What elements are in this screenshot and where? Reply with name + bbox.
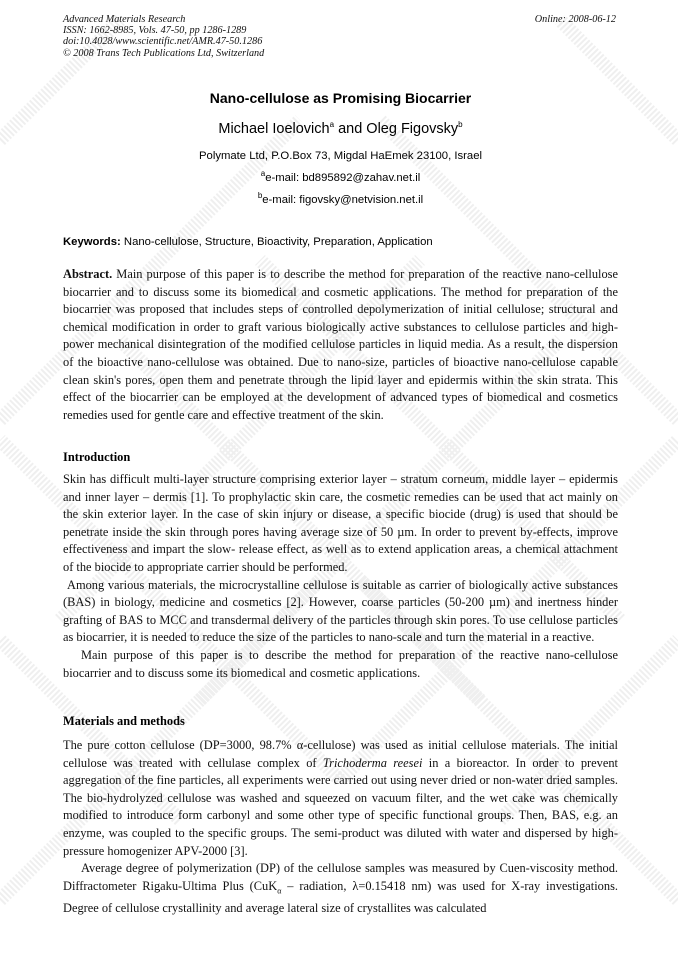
author-name: Michael Ioelovich <box>218 121 330 137</box>
journal-name: Advanced Materials Research <box>63 14 186 25</box>
section-heading-methods: Materials and methods <box>63 714 185 728</box>
online-date: Online: 2008-06-12 <box>534 14 616 25</box>
abstract-text: Main purpose of this paper is to describe the method for preparation of the reactive nano-cellulose biocarrier and to discuss some its biomedical and cosmetic applications. The method for preparation of the biocarrier was proposed that includes steps of controlled depolymerization of initial cellulose; structural and chemical modification in order to graft various biologically active substances to cellulose particles and high-power mechanical disintegration of the modified cellulose particles in liquid media. As a result, the dispersion of the bioactive nano-cellulose was obtained. Due to nano-size, particles of bioactive nano-cellulose capable clean skin's pores, open them and penetrate through the lipid layer and epidermis within the skin strata. This effect of the biocarrier can be employed at the development of advanced types of biomedical and cosmetics remedies used for gentle care and effective treatment of the skin. <box>63 267 618 422</box>
species-name: Trichoderma reesei <box>322 755 423 770</box>
text-run: Average degree of polymerization (DP) of the cellulose samples was measured by Cuen-viscosity method. Diffractometer Rigaku-Ultima Plus (CuK <box>63 861 618 893</box>
abstract <box>63 266 618 424</box>
doi-line: doi:10.4028/www.scientific.net/AMR.47-50.1286 <box>63 36 263 48</box>
paragraph: Main purpose of this paper is to describe the method for preparation of the reactive nano-cellulose biocarrier and to discuss some its biomedical and cosmetic applications. <box>63 647 618 680</box>
paragraph <box>63 860 618 917</box>
paragraph: Skin has difficult multi-layer structure comprising exterior layer – stratum corneum, middle layer – epidermis and inner layer – dermis [1]. To prophylactic skin care, the cosmetic remedies can be used that act mainly on the skin exterior layer. In the case of skin injury or disease, a specific biocide (drug) is used that should be penetrate inside the skin through pores having average size of 50 µm. In order to prevent by-effects, improve effectiveness and impart the slow- release effect, as well as to extend application areas, a chemical attachment of the biocide to appropriate carrier should be performed. <box>63 472 618 574</box>
email-line <box>63 191 618 206</box>
keywords <box>63 236 623 248</box>
email-address[interactable]: e-mail: bd895892@zahav.net.il <box>265 172 421 184</box>
email-line <box>63 169 618 184</box>
text-run: in a bioreactor. In order to prevent aggregation of the fine particles, all experiments were carried out using never dried or non-water dried samples. The bio-hydrolyzed cellulose was washed and squeezed on vacuum filter, and the wet cake was chemically modified to introduce form carbonyl and some other type of specific functional groups. Then, BAS, e.g. an enzyme, was coupled to the specific groups. The semi-product was diluted with water and dispersed by high-pressure homogenizer APV-2000 [3]. <box>63 755 619 858</box>
subscript: α <box>277 886 282 896</box>
email-mark: b <box>257 191 263 201</box>
author-affil-mark: a <box>329 120 335 130</box>
abstract-label: Abstract. <box>63 267 113 281</box>
keywords-text: Nano-cellulose, Structure, Bioactivity, Preparation, Application <box>120 236 433 248</box>
introduction-body <box>63 471 618 682</box>
email-mark: a <box>260 169 266 179</box>
methods-body <box>63 737 618 917</box>
author-name: Oleg Figovsky <box>366 121 459 137</box>
paragraph <box>63 737 618 860</box>
section-heading-introduction: Introduction <box>63 450 131 464</box>
author-affil-mark: b <box>458 120 463 130</box>
text-run: – radiation, λ=0.15418 nm) was used for X-ray investigations. Degree of cellulose crystallinity and average lateral size of crystallites was calculated <box>63 878 618 915</box>
issn-line: ISSN: 1662-8985, Vols. 47-50, pp 1286-1289 <box>63 25 247 37</box>
paper-title: Nano-cellulose as Promising Biocarrier <box>209 90 472 106</box>
copyright-line: © 2008 Trans Tech Publications Ltd, Switzerland <box>63 47 265 59</box>
email-address[interactable]: e-mail: figovsky@netvision.net.il <box>262 194 424 206</box>
authors-line <box>63 121 618 137</box>
affiliation: Polymate Ltd, P.O.Box 73, Migdal HaEmek 23100, Israel <box>199 150 482 162</box>
keywords-label: Keywords: <box>63 236 121 248</box>
text-run: The pure cotton cellulose (DP=3000, 98.7% α-cellulose) was used as initial cellulose materials. The initial cellulose was treated with cellulase complex of <box>63 738 618 770</box>
author-connector: and <box>334 121 367 137</box>
journal-header <box>63 14 264 59</box>
paragraph: Among various materials, the microcrystalline cellulose is suitable as carrier of biologically active substances (BAS) in biology, medicine and cosmetics [2]. However, coarse particles (50-200 µm) and inertness hinder grafting of BAS to MCC and transdermal delivery of the particles through skin pores. To use cellulose particles as biocarrier, it is needed to reduce the size of the particles to nano-scale and turn the material in a reactive. <box>63 577 618 645</box>
